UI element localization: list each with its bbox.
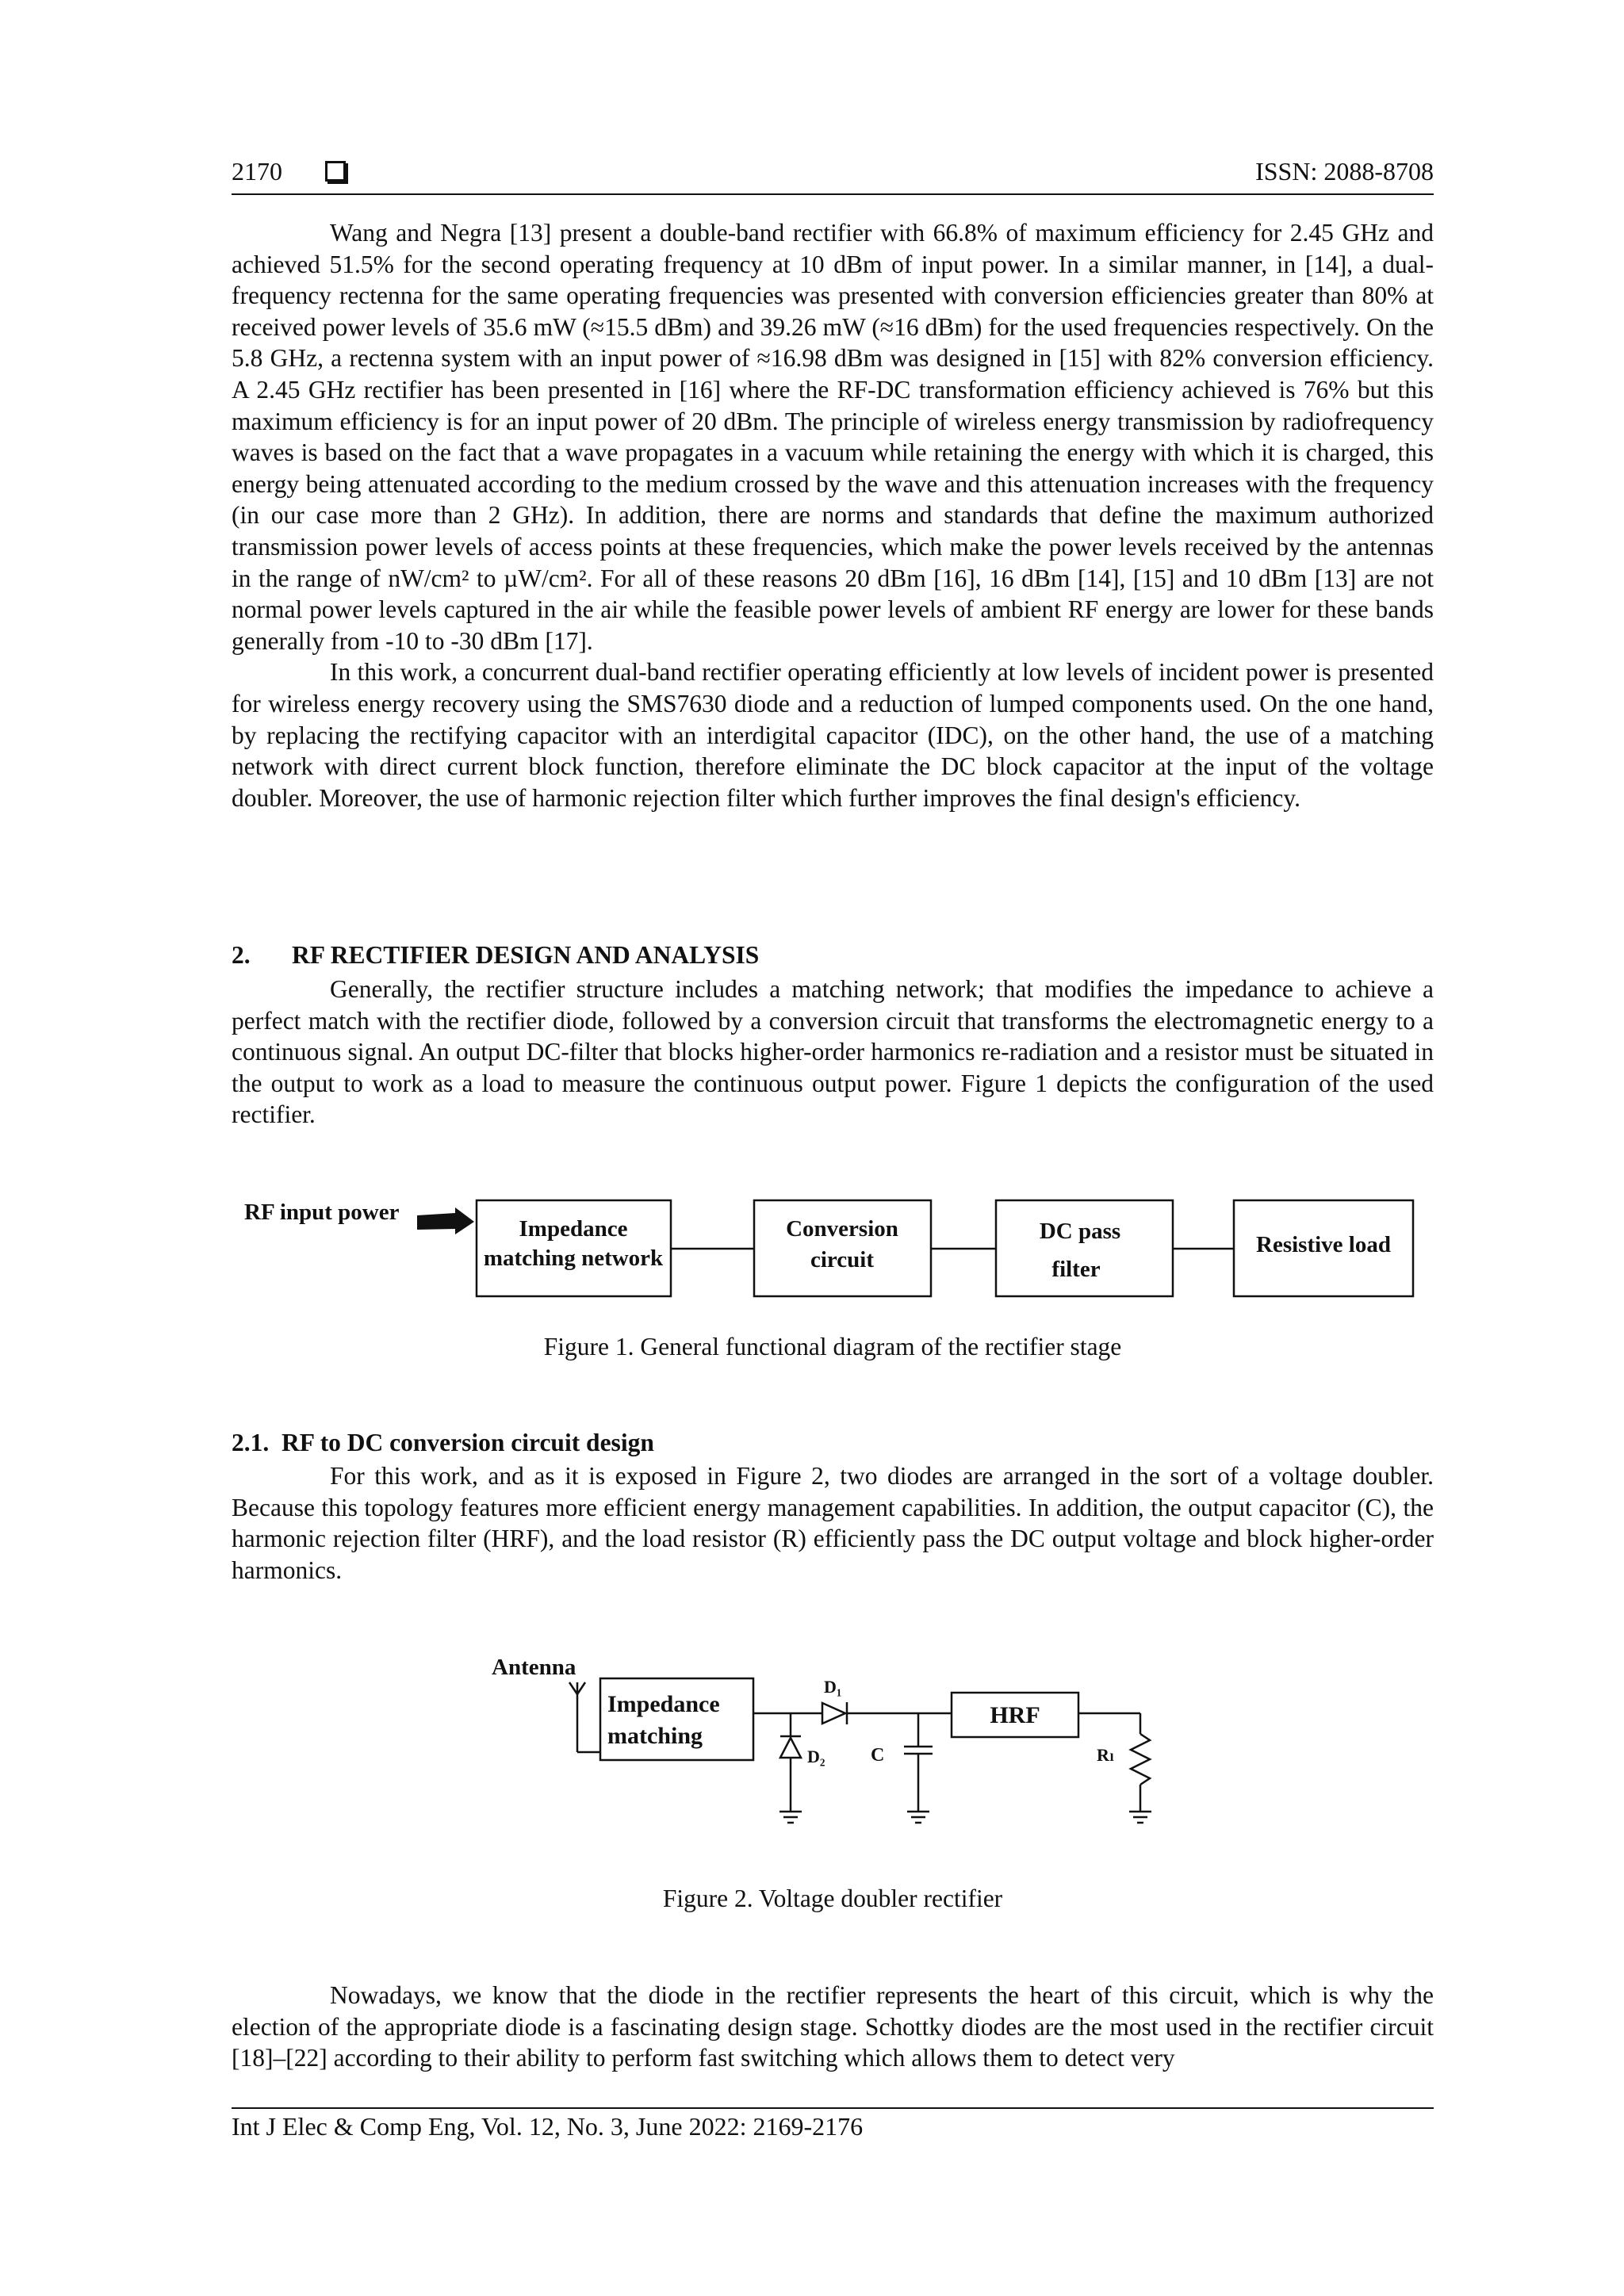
d2-label: D₂ — [807, 1747, 825, 1766]
block1-line1: Impedance — [519, 1216, 628, 1242]
input-arrow-icon — [417, 1207, 474, 1234]
footer-citation: Int J Elec & Comp Eng, Vol. 12, No. 3, June 2022: 2169-2176 — [232, 2112, 864, 2141]
main-wire — [753, 1713, 1140, 1734]
rf-input-label: RF input power — [244, 1200, 400, 1225]
paragraph: For this work, and as it is exposed in Figure 2, two diodes are arranged in the sort of a voltage doubler. Because this topology features more efficient energy management capabilities. In addition, the output capacitor (C), the harmonic rejection filter (HRF), and the load resistor (R) efficiently pass the DC output voltage and block higher-order harmonics. — [232, 1462, 1434, 1584]
capacitor-c-icon — [904, 1713, 933, 1823]
paragraph: In this work, a concurrent dual-band rectifier operating efficiently at low levels of incident power is presented for wireless energy recovery using the SMS7630 diode and a reduction of lumped components used. On the one hand, by replacing the rectifying capacitor with an interdigital capacitor (IDC), on the other hand, the use of a matching network with direct current block function, therefore eliminate the DC block capacitor at the input of the voltage doubler. Moreover, the use of harmonic rejection filter which further improves the final design's efficiency. — [232, 658, 1434, 812]
block3-line1: DC pass — [1039, 1219, 1121, 1244]
subsection-number: 2.1. — [232, 1429, 270, 1456]
section-text — [232, 974, 1434, 1131]
figure-1-caption: Figure 1. General functional diagram of the rectifier stage — [543, 1333, 1122, 1360]
intro-text — [232, 217, 1434, 813]
matching-line2: matching — [607, 1723, 703, 1749]
antenna-icon — [569, 1682, 600, 1752]
page-number: 2170 — [232, 157, 282, 186]
running-header — [232, 157, 1434, 195]
block2-line1: Conversion — [786, 1216, 898, 1242]
figure-2-circuit — [476, 1645, 1189, 1859]
block2-line2: circuit — [810, 1247, 874, 1272]
section-number: 2. — [232, 941, 251, 969]
diode-d1-icon — [822, 1702, 847, 1724]
paragraph: Wang and Negra [13] present a double-band rectifier with 66.8% of maximum efficiency for 2.45 GHz and achieved 51.5% for the second operating frequency at 10 dBm of input power. In a similar manner, in [14], a dual-frequency rectenna for the same operating frequencies was presented with conversion efficiencies greater than 80% at received power levels of 35.6 mW (≈15.5 dBm) and 39.26 mW (≈16 dBm) for the used frequencies respectively. On the 5.8 GHz, a rectenna system with an input power of ≈16.98 dBm was designed in [15] with 82% conversion efficiency. A 2.45 GHz rectifier has been presented in [16] where the RF-DC transformation efficiency achieved is 76% but this maximum efficiency is for an input power of 20 dBm. The principle of wireless energy transmission by radiofrequency waves is based on the fact that a wave propagates in a vacuum while retaining the energy with which it is charged, this energy being attenuated according to the medium crossed by the wave and this attenuation increases with the frequency (in our case more than 2 GHz). In addition, there are norms and standards that define the maximum authorized transmission power levels of access points at these frequencies, which make the power levels received by the antennas in the range of nW/cm² to µW/cm². For all of these reasons 20 dBm [16], 16 dBm [14], [15] and 10 dBm [13] are not normal power levels captured in the air while the feasible power levels of ambient RF energy are lower for these bands generally from -10 to -30 dBm [17]. — [232, 219, 1434, 655]
matching-line1: Impedance — [607, 1691, 720, 1717]
block1-line2: matching network — [483, 1246, 664, 1271]
subsection-title: RF to DC conversion circuit design — [282, 1429, 654, 1456]
diode-d2-icon — [779, 1713, 802, 1823]
section-title: RF RECTIFIER DESIGN AND ANALYSIS — [292, 941, 760, 969]
block4-label: Resistive load — [1256, 1232, 1391, 1257]
running-footer — [232, 2107, 1434, 2141]
hrf-label: HRF — [990, 1702, 1040, 1728]
closing-text — [232, 1980, 1434, 2074]
paragraph: Generally, the rectifier structure includes a matching network; that modifies the impedance to achieve a perfect match with the rectifier diode, followed by a conversion circuit that transforms the electromagnetic energy to a continuous signal. An output DC-filter that blocks higher-order harmonics re-radiation and a resistor must be situated in the output to work as a load to measure the continuous output power. Figure 1 depicts the configuration of the used rectifier. — [232, 975, 1434, 1129]
rl-label: Rₗ — [1097, 1745, 1115, 1765]
antenna-label: Antenna — [492, 1655, 576, 1680]
c-label: C — [871, 1745, 885, 1766]
subsection-heading — [232, 1429, 654, 1457]
figure-2-caption: Figure 2. Voltage doubler rectifier — [662, 1885, 1003, 1912]
paragraph: Nowadays, we know that the diode in the rectifier represents the heart of this circuit, which is why the election of the appropriate diode is a fascinating design stage. Schottky diodes are the most used in the rectifier circuit [18]–[22] according to their ability to perform fast switching which allows them to detect very — [232, 1981, 1434, 2072]
figure-1-block-diagram — [230, 1181, 1435, 1308]
box-icon — [325, 161, 346, 182]
subsection-text — [232, 1460, 1434, 1586]
d1-label: D₁ — [824, 1677, 842, 1697]
journal-issn: ISSN: 2088-8708 — [1255, 157, 1434, 186]
load-resistor-icon — [1129, 1734, 1151, 1823]
section-heading — [232, 941, 759, 970]
block3-line2: filter — [1051, 1257, 1101, 1282]
